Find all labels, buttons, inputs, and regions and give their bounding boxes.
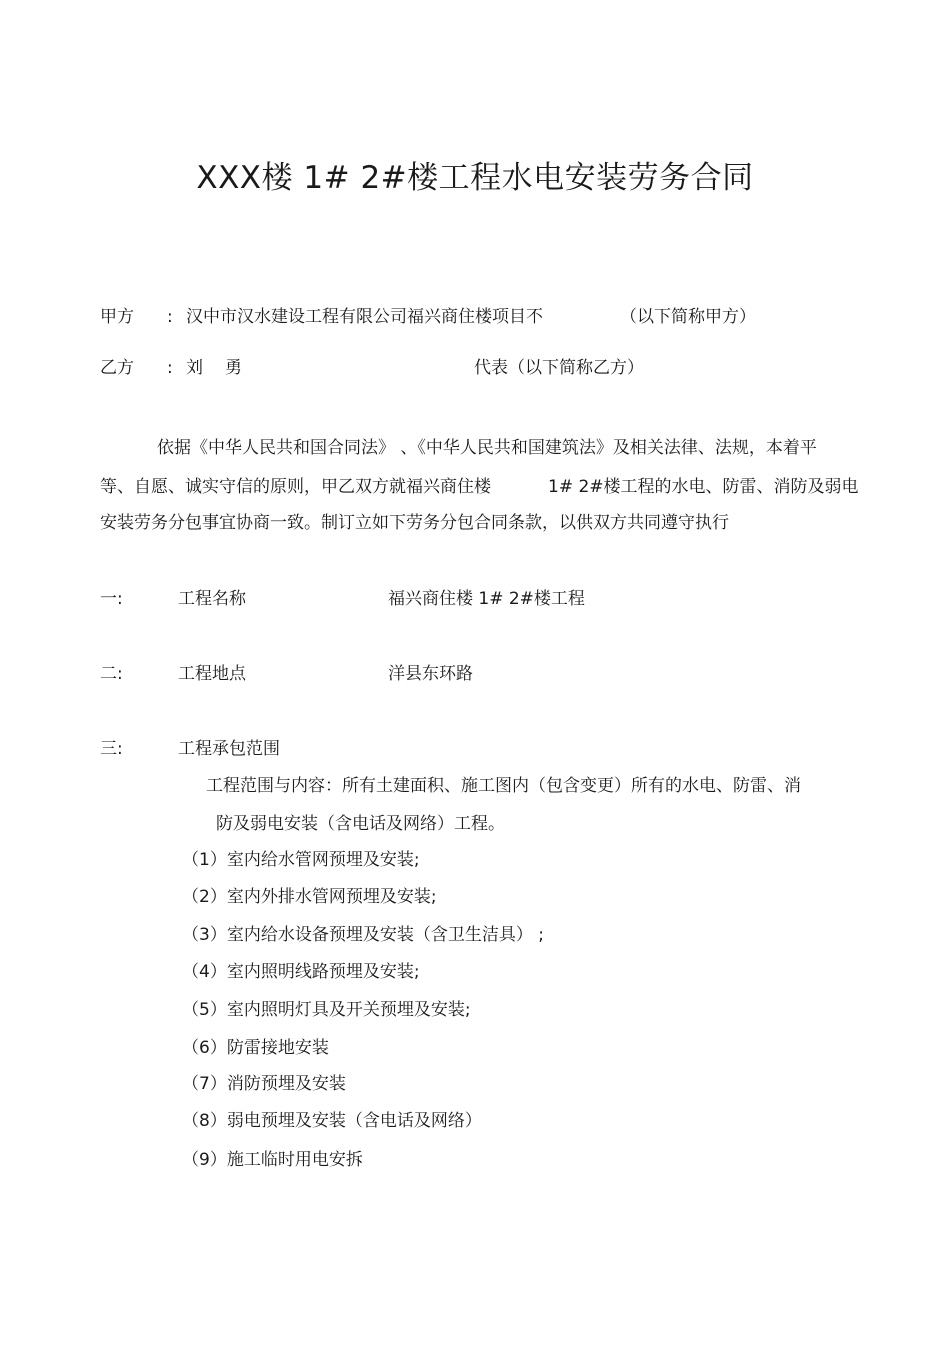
party-b-colon: : (167, 358, 173, 378)
scope-item: （5）室内照明灯具及开关预埋及安装; (182, 1000, 471, 1020)
scope-item: （8）弱电预埋及安装（含电话及网络） (182, 1111, 482, 1131)
scope-item: （2）室内外排水管网预埋及安装; (182, 887, 437, 907)
section-number: 三: (100, 739, 123, 759)
scope-description-line-2: 防及弱电安装（含电话及网络）工程。 (216, 814, 505, 834)
scope-description-line-1: 工程范围与内容：所有土建面积、施工图内（包含变更）所有的水电、防雷、消 (206, 776, 801, 796)
section-label: 工程地点 (178, 664, 246, 684)
section-number: 二: (100, 664, 123, 684)
scope-item: （9）施工临时用电安拆 (182, 1150, 363, 1170)
preamble-line-2a: 等、自愿、诚实守信的原则，甲乙双方就福兴商住楼 (100, 477, 491, 497)
party-a-alias: （以下简称甲方） (620, 307, 756, 327)
scope-item: （4）室内照明线路预埋及安装; (182, 962, 420, 982)
party-b-name-2: 勇 (225, 358, 242, 378)
section-label: 工程名称 (178, 589, 246, 609)
party-b-name-1: 刘 (186, 358, 203, 378)
section-label: 工程承包范围 (178, 739, 280, 759)
scope-item: （3）室内给水设备预埋及安装（含卫生洁具） ; (182, 925, 544, 945)
party-a-colon: : (167, 307, 173, 327)
party-a-name: 汉中市汉水建设工程有限公司福兴商住楼项目不 (186, 307, 543, 327)
preamble-line-2b: 1# 2#楼工程的水电、防雷、消防及弱电 (548, 477, 859, 497)
section-number: 一: (100, 589, 123, 609)
party-a-label: 甲方 (100, 307, 134, 327)
document-title: XXX楼 1# 2#楼工程水电安装劳务合同 (196, 160, 754, 196)
section-value: 福兴商住楼 1# 2#楼工程 (388, 589, 585, 609)
section-value: 洋县东环路 (388, 664, 473, 684)
preamble-line-3: 安装劳务分包事宜协商一致。制订立如下劳务分包合同条款，以供双方共同遵守执行 (100, 513, 729, 533)
scope-item: （6）防雷接地安装 (182, 1038, 329, 1058)
scope-item: （7）消防预埋及安装 (182, 1074, 346, 1094)
party-b-alias: 代表（以下简称乙方） (474, 358, 644, 378)
preamble-line-1: 依据《中华人民共和国合同法》 、《中华人民共和国建筑法》及相关法律、法规，本着平 (157, 438, 817, 458)
party-b-label: 乙方 (100, 358, 134, 378)
scope-item: （1）室内给水管网预埋及安装; (182, 850, 420, 870)
